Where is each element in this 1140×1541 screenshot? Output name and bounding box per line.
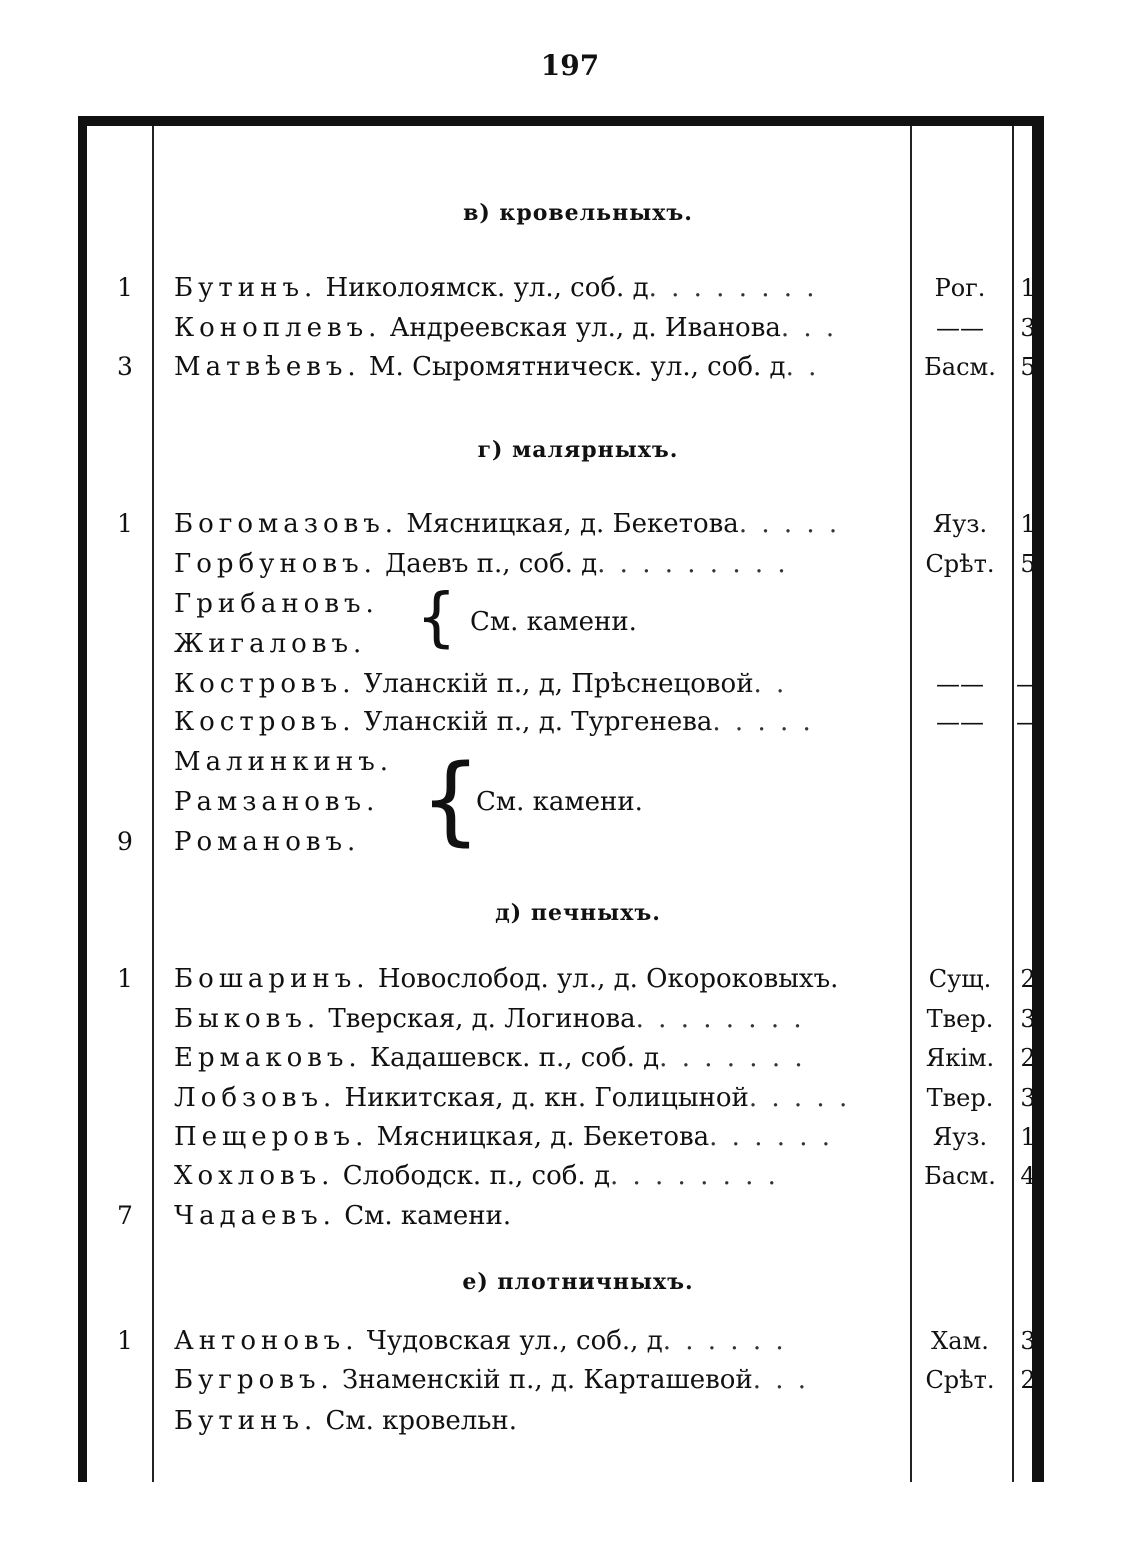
number: 5	[1020, 353, 1036, 381]
address: М. Сыромятническ. ул., соб. д	[368, 352, 786, 382]
number: 1	[1020, 274, 1036, 302]
district: Твер.	[926, 1005, 994, 1033]
address: Уланскій п., д. Тургенева	[363, 707, 713, 737]
surname: Антоновъ.	[174, 1326, 359, 1356]
row-index: 1	[117, 273, 133, 302]
surname: Романовъ.	[174, 827, 361, 857]
table-row	[78, 504, 1044, 544]
entry-text: Ермаковъ. Кадашевск. п., соб. д. . . . . . .	[174, 1043, 806, 1073]
entry-text	[174, 1401, 894, 1441]
surname: Бутинъ.	[174, 1406, 318, 1436]
row-index: 9	[117, 827, 133, 856]
district: Твер.	[926, 1084, 994, 1112]
entry-text: Быковъ. Тверская, д. Логинова. . . . . . . .	[174, 1004, 805, 1034]
table-row	[78, 544, 1044, 584]
address: Николоямск. ул., соб. д	[325, 273, 649, 303]
number: 4	[1020, 1162, 1036, 1190]
district: ——	[936, 708, 984, 736]
address: Андреевская ул., д. Иванова	[389, 313, 781, 343]
table-row	[78, 1321, 1044, 1361]
district: Хам.	[931, 1327, 989, 1355]
table-row	[78, 1038, 1044, 1078]
table-row	[78, 268, 1044, 308]
number: 2	[1020, 965, 1036, 993]
table-row	[78, 1196, 1044, 1236]
district: Басм.	[924, 1162, 996, 1190]
table-row	[78, 959, 1044, 999]
entry-text: Бутинъ. Николоямск. ул., соб. д. . . . . . . .	[174, 273, 818, 303]
district: Яуз.	[932, 510, 988, 538]
entry-text: Пещеровъ. Мясницкая, д. Бекетова. . . . . .	[174, 1122, 834, 1152]
address: Чудовская ул., соб., д	[366, 1326, 663, 1356]
district: ——	[936, 314, 984, 342]
section-heading: е) плотничныхъ.	[462, 1269, 694, 1295]
table-row	[78, 822, 1044, 862]
surname: Лобзовъ.	[174, 1083, 337, 1113]
surname: Матвѣевъ.	[174, 352, 361, 382]
row-index: 3	[117, 352, 133, 381]
row-index: 1	[117, 1326, 133, 1355]
entry-text: Горбуновъ. Даевъ п., соб. д. . . . . . . . .	[174, 549, 789, 579]
surname: Малинкинъ.	[174, 747, 394, 777]
section-heading: г) малярныхъ.	[477, 437, 679, 463]
row-index: 7	[117, 1201, 133, 1230]
table-row	[78, 1360, 1044, 1400]
address: Даевъ п., соб. д	[385, 549, 598, 579]
address: Мясницкая, д. Бекетова	[376, 1122, 710, 1152]
entry-text: Коноплевъ. Андреевская ул., д. Иванова. . .	[174, 313, 838, 343]
grouping-brace: {	[416, 581, 457, 655]
table-row	[78, 1078, 1044, 1118]
surname: Костровъ.	[174, 707, 356, 737]
cross-reference: См. камени.	[476, 787, 643, 817]
entry-text: Лобзовъ. Никитская, д. кн. Голицыной. . . . .	[174, 1083, 851, 1113]
district: Срѣт.	[925, 550, 995, 578]
address: Никитская, д. кн. Голицыной	[344, 1083, 749, 1113]
address: См. кровельн.	[325, 1406, 518, 1436]
entry-text	[174, 959, 894, 999]
address: Уланскій п., д, Прѣснецовой	[363, 669, 754, 699]
address: Знаменскій п., д. Карташевой	[342, 1365, 753, 1395]
address: Новослобод. ул., д. Окороковыхъ.	[377, 964, 839, 994]
surname: Богомазовъ.	[174, 509, 399, 539]
number: 1	[1020, 510, 1036, 538]
address: Тверская, д. Логинова	[328, 1004, 636, 1034]
entry-text: Хохловъ. Слободск. п., соб. д. . . . . . . .	[174, 1161, 779, 1191]
surname: Быковъ.	[174, 1004, 321, 1034]
surname: Хохловъ.	[174, 1161, 335, 1191]
entry-text: Антоновъ. Чудовская ул., соб., д. . . . . .	[174, 1326, 787, 1356]
section-heading: д) печныхъ.	[495, 900, 661, 926]
district: ——	[936, 670, 984, 698]
cross-reference: См. камени.	[470, 607, 637, 637]
address: Кадашевск. п., соб. д	[369, 1043, 660, 1073]
district: Срѣт.	[925, 1366, 995, 1394]
top-rule	[78, 116, 1044, 126]
table-row	[78, 308, 1044, 348]
district: Якім.	[925, 1044, 995, 1072]
surname: Чадаевъ.	[174, 1201, 336, 1231]
table-row	[78, 664, 1044, 704]
surname: Бошаринъ.	[174, 964, 370, 994]
table-row	[78, 1401, 1044, 1441]
entry-text: Бугровъ. Знаменскій п., д. Карташевой. . .	[174, 1365, 810, 1395]
district: Яуз.	[932, 1123, 988, 1151]
address: Слободск. п., соб. д	[342, 1161, 610, 1191]
directory-table	[78, 116, 1044, 1482]
number: 2	[1020, 1044, 1036, 1072]
table-row	[78, 1156, 1044, 1196]
entry-text	[174, 822, 894, 862]
district: Сущ.	[928, 965, 992, 993]
surname: Горбуновъ.	[174, 549, 377, 579]
table-row	[78, 999, 1044, 1039]
surname: Жигаловъ.	[174, 629, 367, 659]
surname: Рамзановъ.	[174, 787, 380, 817]
entry-text: Матвѣевъ. М. Сыромятническ. ул., соб. д. .	[174, 352, 820, 382]
entry-text: Костровъ. Уланскій п., д, Прѣснецовой. .	[174, 669, 788, 699]
surname: Ермаковъ.	[174, 1043, 362, 1073]
surname: Пещеровъ.	[174, 1122, 369, 1152]
number: —	[1016, 708, 1040, 736]
number: 5	[1020, 550, 1036, 578]
number: 3	[1020, 314, 1036, 342]
table-row	[78, 347, 1044, 387]
table-row	[78, 742, 1044, 782]
surname: Грибановъ.	[174, 589, 379, 619]
number: —	[1016, 670, 1040, 698]
entry-text: Костровъ. Уланскій п., д. Тургенева. . . . .	[174, 707, 814, 737]
page-number: 197	[540, 49, 600, 82]
surname: Костровъ.	[174, 669, 356, 699]
entry-text: Богомазовъ. Мясницкая, д. Бекетова. . . . .	[174, 509, 841, 539]
row-index: 1	[117, 964, 133, 993]
number: 3	[1020, 1084, 1036, 1112]
district: Рог.	[934, 274, 986, 302]
table-row	[78, 702, 1044, 742]
section-heading: в) кровельныхъ.	[463, 200, 693, 226]
table-row	[78, 1117, 1044, 1157]
entry-text	[174, 1196, 894, 1236]
number: 3	[1020, 1327, 1036, 1355]
address: См. камени.	[344, 1201, 512, 1231]
entry-text	[174, 742, 894, 782]
row-index: 1	[117, 509, 133, 538]
surname: Бутинъ.	[174, 273, 318, 303]
number: 3	[1020, 1005, 1036, 1033]
surname: Бугровъ.	[174, 1365, 334, 1395]
grouping-brace: {	[420, 744, 482, 856]
address: Мясницкая, д. Бекетова	[406, 509, 739, 539]
district: Басм.	[924, 353, 996, 381]
number: 2	[1020, 1366, 1036, 1394]
surname: Коноплевъ.	[174, 313, 382, 343]
number: 1	[1020, 1123, 1036, 1151]
